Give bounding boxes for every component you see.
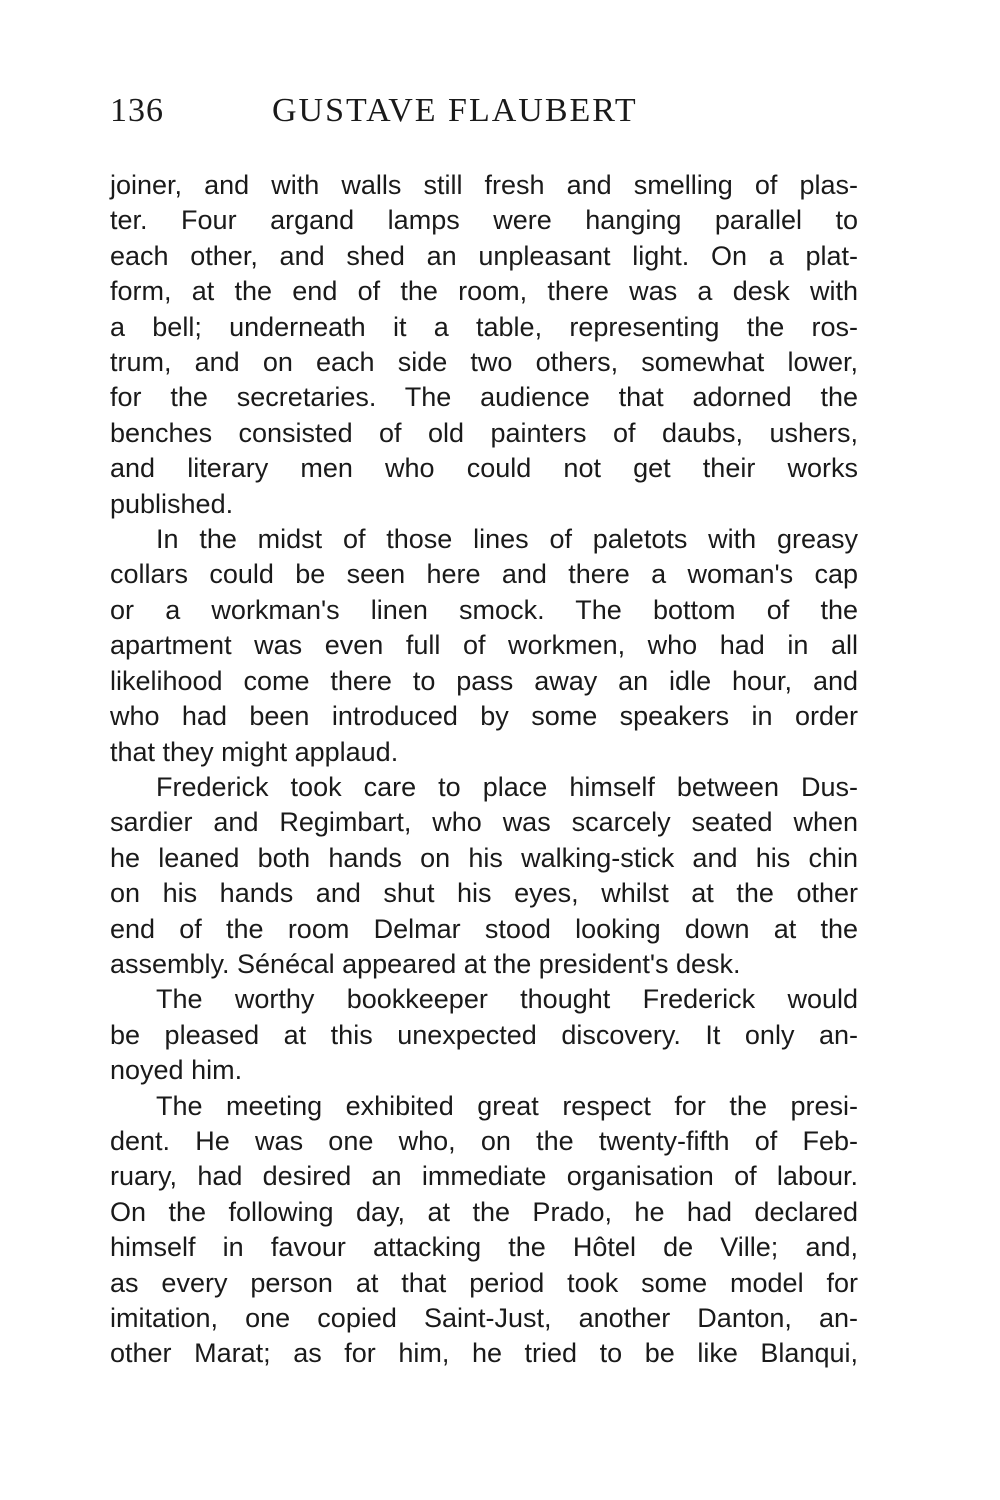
text-line: he leaned both hands on his walking-stick and his chin — [110, 842, 858, 873]
body-text — [110, 168, 858, 1372]
text-line: form, at the end of the room, there was a desk with — [110, 276, 858, 307]
text-line: on his hands and shut his eyes, whilst at the other — [110, 878, 858, 909]
text-line: trum, and on each side two others, somewhat lower, — [110, 347, 858, 378]
text-line: likelihood come there to pass away an idle hour, and — [110, 665, 858, 696]
text-line: be pleased at this unexpected discovery. It only an- — [110, 1019, 858, 1050]
text-line: collars could be seen here and there a woman's cap — [110, 559, 858, 590]
text-line: or a workman's linen smock. The bottom of the — [110, 594, 858, 625]
text-line: benches consisted of old painters of daubs, ushers, — [110, 417, 858, 448]
paragraph — [110, 168, 858, 522]
text-line: On the following day, at the Prado, he had declared — [110, 1196, 858, 1227]
text-line: ter. Four argand lamps were hanging parallel to — [110, 205, 858, 236]
running-head: GUSTAVE FLAUBERT — [272, 92, 638, 129]
page-number: 136 — [110, 92, 164, 129]
text-line: a bell; underneath it a table, representing the ros- — [110, 311, 858, 342]
text-line: imitation, one copied Saint-Just, another Danton, an- — [110, 1303, 858, 1333]
text-line: that they might applaud. — [110, 736, 399, 767]
paragraph — [110, 982, 858, 1088]
text-line: who had been introduced by some speakers in order — [110, 701, 858, 732]
page-header — [110, 92, 860, 142]
text-line: each other, and shed an unpleasant light. On a plat- — [110, 240, 858, 271]
text-line: noyed him. — [110, 1055, 243, 1086]
text-line: end of the room Delmar stood looking down at the — [110, 913, 858, 944]
text-line: The meeting exhibited great respect for the presi- — [156, 1090, 858, 1121]
text-line: for the secretaries. The audience that adorned the — [110, 382, 858, 413]
text-line: and literary men who could not get their works — [110, 453, 858, 484]
text-line: joiner, and with walls still fresh and smelling of plas- — [110, 170, 858, 200]
text-line: Frederick took care to place himself between Dus- — [156, 771, 858, 802]
text-line: assembly. Sénécal appeared at the president's desk. — [110, 948, 741, 979]
text-line: The worthy bookkeeper thought Frederick would — [156, 984, 858, 1015]
text-line: published. — [110, 488, 234, 519]
text-line: ruary, had desired an immediate organisation of labour. — [110, 1161, 858, 1192]
text-line: himself in favour attacking the Hôtel de Ville; and, — [110, 1232, 858, 1263]
paragraph — [110, 1089, 858, 1372]
text-line: sardier and Regimbart, who was scarcely seated when — [110, 807, 858, 838]
text-line: dent. He was one who, on the twenty-fifth of Feb- — [110, 1125, 858, 1156]
text-line: as every person at that period took some model for — [110, 1267, 858, 1298]
text-line: apartment was even full of workmen, who had in all — [110, 630, 858, 661]
text-line: other Marat; as for him, he tried to be like Blanqui, — [110, 1338, 858, 1369]
paragraph — [110, 770, 858, 982]
text-line: In the midst of those lines of paletots with greasy — [156, 524, 858, 555]
paragraph — [110, 522, 858, 770]
